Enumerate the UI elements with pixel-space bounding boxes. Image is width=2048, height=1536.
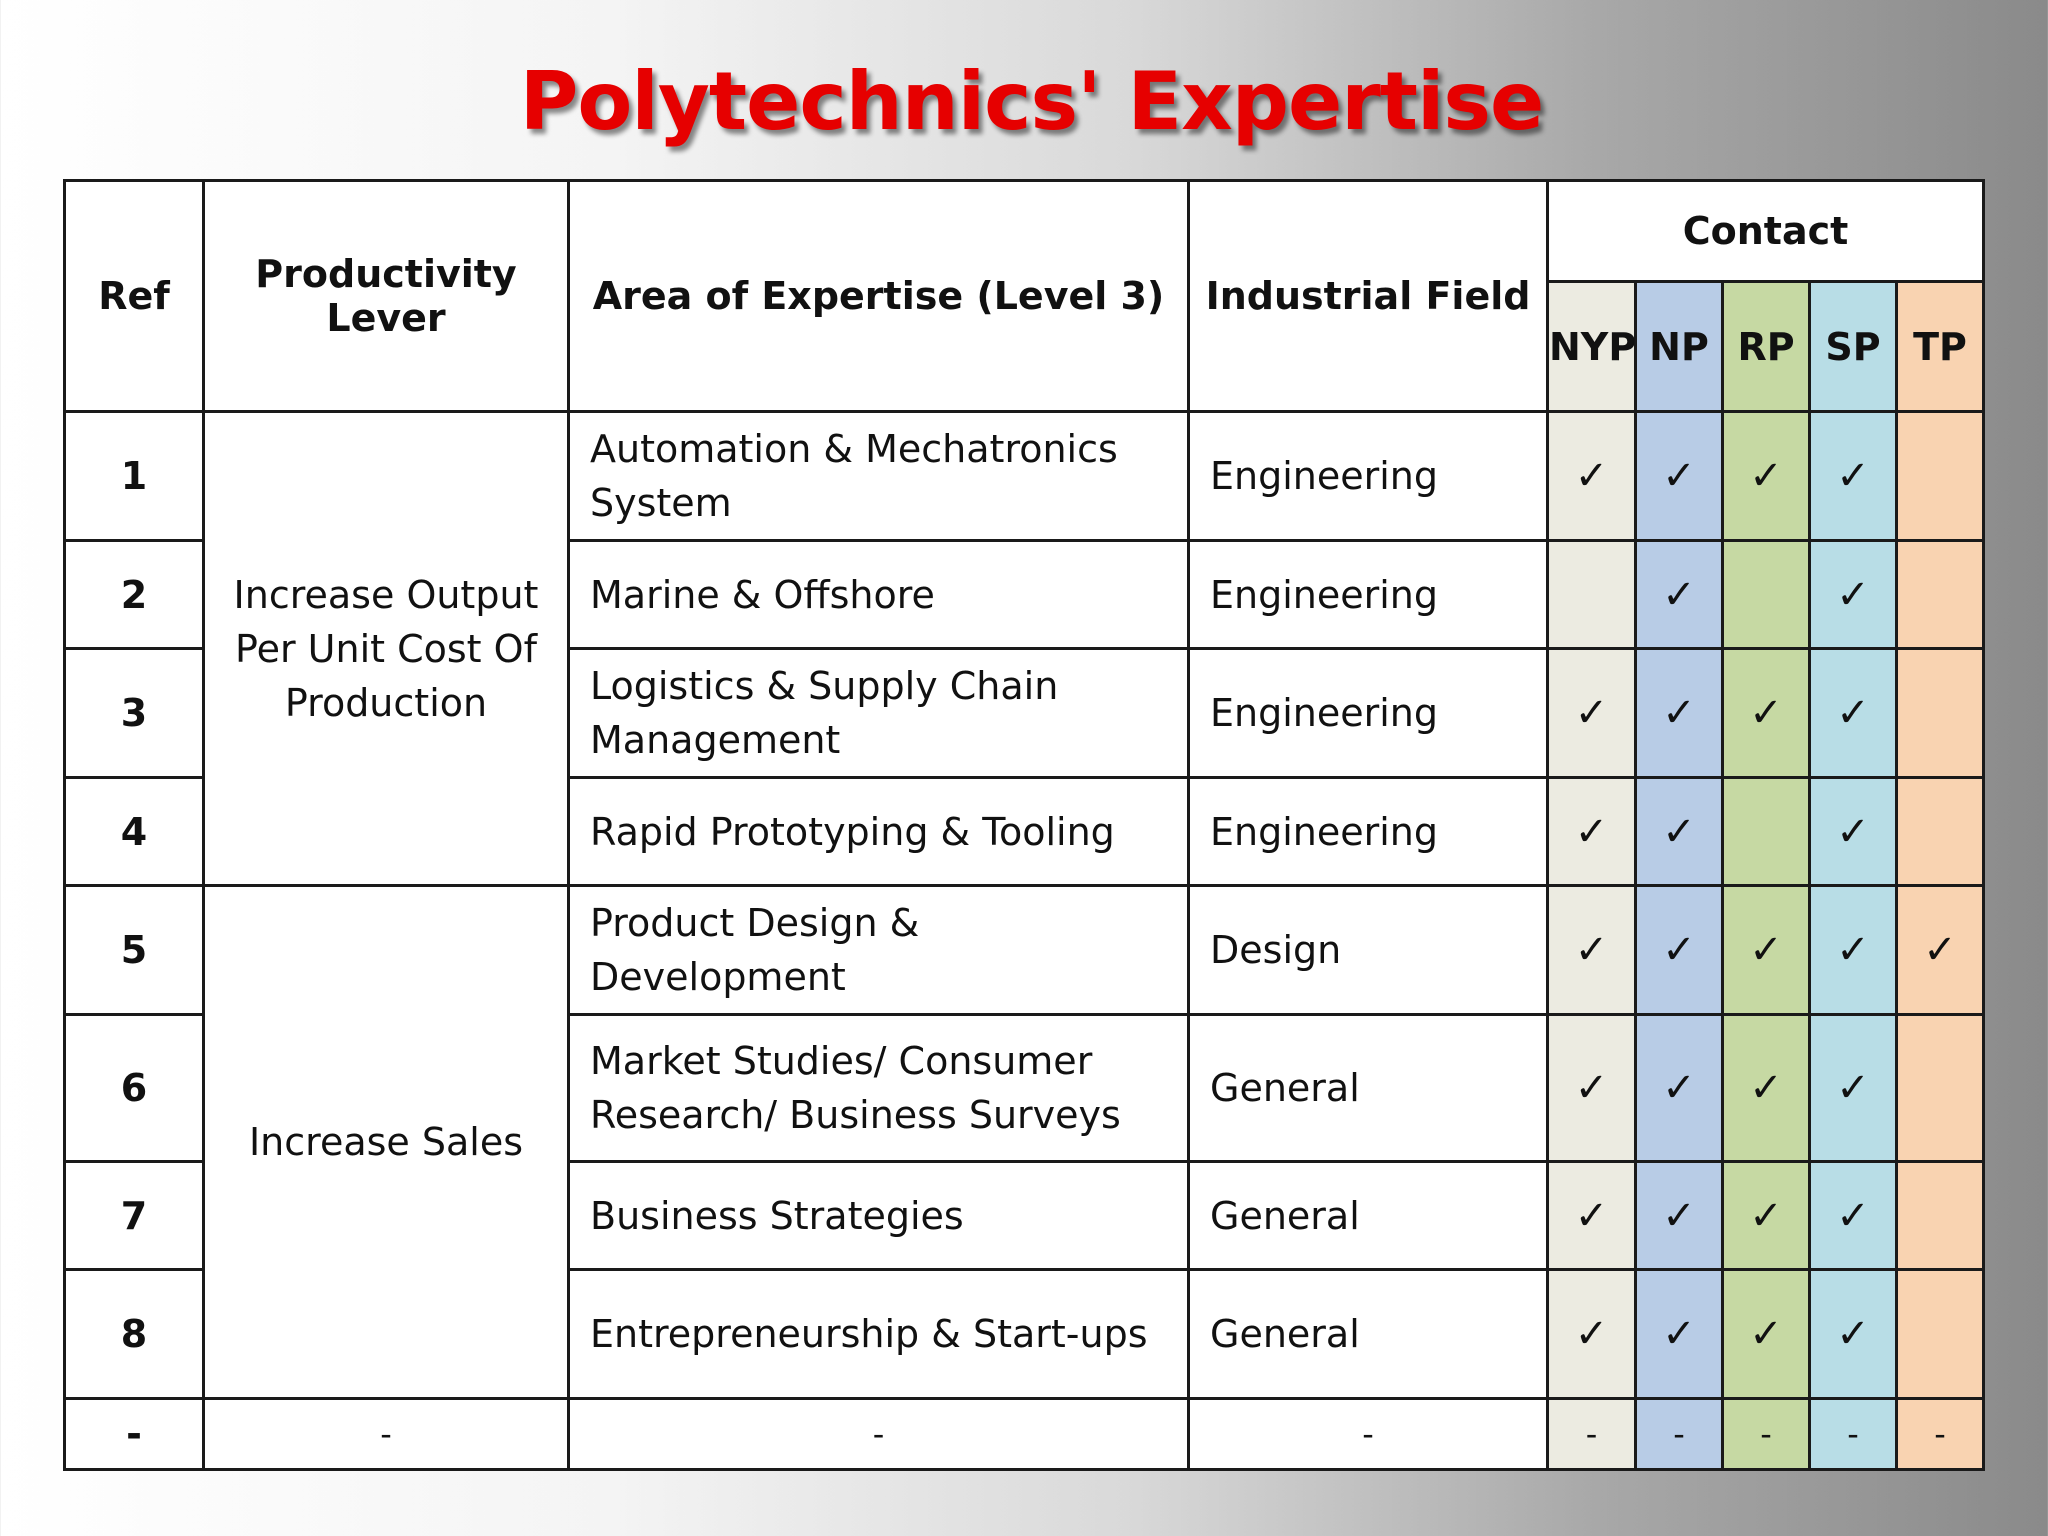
area-cell: Entrepreneurship & Start-ups [569, 1270, 1189, 1399]
area-cell: Marine & Offshore [569, 541, 1189, 649]
header-contact: Contact [1548, 181, 1984, 282]
header-area-of-expertise: Area of Expertise (Level 3) [569, 181, 1189, 412]
ref-cell: 3 [65, 649, 204, 778]
ref-cell: - [65, 1399, 204, 1470]
check-rp: ✓ [1723, 412, 1810, 541]
lever-cell: - [204, 1399, 569, 1470]
check-rp: ✓ [1723, 886, 1810, 1015]
check-rp: ✓ [1723, 1270, 1810, 1399]
ref-cell: 6 [65, 1015, 204, 1162]
check-tp [1897, 1015, 1984, 1162]
field-cell: Engineering [1189, 541, 1548, 649]
check-rp: ✓ [1723, 1162, 1810, 1270]
header-nyp: NYP [1548, 282, 1636, 412]
check-np: ✓ [1636, 1270, 1723, 1399]
check-tp [1897, 778, 1984, 886]
check-nyp: ✓ [1548, 778, 1636, 886]
check-tp [1897, 1162, 1984, 1270]
check-sp: ✓ [1810, 1270, 1897, 1399]
check-np: ✓ [1636, 1162, 1723, 1270]
header-industrial-field: Industrial Field [1189, 181, 1548, 412]
check-tp [1897, 1270, 1984, 1399]
check-np: ✓ [1636, 541, 1723, 649]
check-sp: ✓ [1810, 1015, 1897, 1162]
check-nyp: ✓ [1548, 1270, 1636, 1399]
check-sp: ✓ [1810, 1162, 1897, 1270]
header-ref: Ref [65, 181, 204, 412]
field-cell: General [1189, 1270, 1548, 1399]
check-rp [1723, 541, 1810, 649]
field-cell: Engineering [1189, 778, 1548, 886]
ref-cell: 1 [65, 412, 204, 541]
check-sp: ✓ [1810, 778, 1897, 886]
check-sp: ✓ [1810, 412, 1897, 541]
ref-cell: 4 [65, 778, 204, 886]
area-cell: Product Design & Development [569, 886, 1189, 1015]
field-cell: - [1189, 1399, 1548, 1470]
area-cell: Rapid Prototyping & Tooling [569, 778, 1189, 886]
check-sp: ✓ [1810, 541, 1897, 649]
check-sp: ✓ [1810, 649, 1897, 778]
table-row [65, 412, 1984, 541]
check-tp: ✓ [1897, 886, 1984, 1015]
header-np: NP [1636, 282, 1723, 412]
header-tp: TP [1897, 282, 1984, 412]
page-title: Polytechnics' Expertise [519, 55, 1544, 148]
check-np: ✓ [1636, 412, 1723, 541]
area-cell: - [569, 1399, 1189, 1470]
area-cell: Market Studies/ Consumer Research/ Business Surveys [569, 1015, 1189, 1162]
table-row [65, 886, 1984, 1015]
header-rp: RP [1723, 282, 1810, 412]
area-cell: Automation & Mechatronics System [569, 412, 1189, 541]
check-tp [1897, 649, 1984, 778]
check-tp: - [1897, 1399, 1984, 1470]
check-nyp: ✓ [1548, 1162, 1636, 1270]
header-sp: SP [1810, 282, 1897, 412]
ref-cell: 7 [65, 1162, 204, 1270]
check-np: ✓ [1636, 649, 1723, 778]
field-cell: General [1189, 1162, 1548, 1270]
expertise-table [63, 179, 1985, 1471]
check-sp: - [1810, 1399, 1897, 1470]
lever-cell: Increase Sales [204, 886, 569, 1399]
check-rp [1723, 778, 1810, 886]
field-cell: Design [1189, 886, 1548, 1015]
check-rp: ✓ [1723, 1015, 1810, 1162]
lever-cell: Increase Output Per Unit Cost Of Production [204, 412, 569, 886]
field-cell: Engineering [1189, 649, 1548, 778]
check-np: ✓ [1636, 886, 1723, 1015]
ref-cell: 8 [65, 1270, 204, 1399]
check-nyp: ✓ [1548, 412, 1636, 541]
check-tp [1897, 412, 1984, 541]
check-np: ✓ [1636, 778, 1723, 886]
check-rp: - [1723, 1399, 1810, 1470]
field-cell: Engineering [1189, 412, 1548, 541]
check-np: ✓ [1636, 1015, 1723, 1162]
field-cell: General [1189, 1015, 1548, 1162]
check-tp [1897, 541, 1984, 649]
check-nyp [1548, 541, 1636, 649]
header-productivity-lever: Productivity Lever [204, 181, 569, 412]
area-cell: Business Strategies [569, 1162, 1189, 1270]
check-nyp: - [1548, 1399, 1636, 1470]
table-row [65, 1399, 1984, 1470]
check-sp: ✓ [1810, 886, 1897, 1015]
check-nyp: ✓ [1548, 886, 1636, 1015]
check-rp: ✓ [1723, 649, 1810, 778]
check-np: - [1636, 1399, 1723, 1470]
ref-cell: 2 [65, 541, 204, 649]
ref-cell: 5 [65, 886, 204, 1015]
check-nyp: ✓ [1548, 1015, 1636, 1162]
area-cell: Logistics & Supply Chain Management [569, 649, 1189, 778]
check-nyp: ✓ [1548, 649, 1636, 778]
